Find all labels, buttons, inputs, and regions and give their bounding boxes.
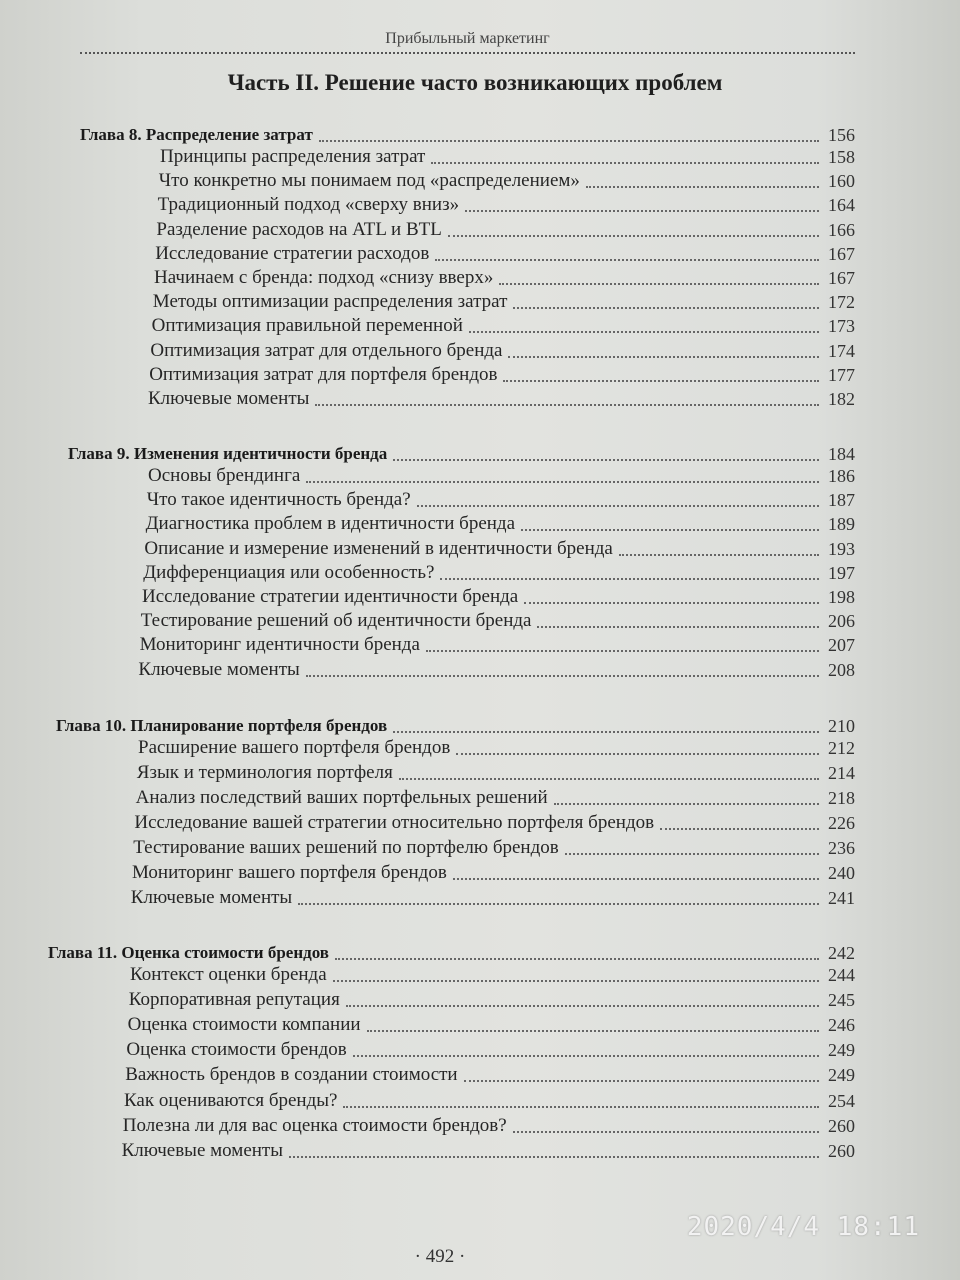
toc-entry bbox=[159, 170, 855, 192]
dot-leader bbox=[521, 529, 819, 531]
toc-entry bbox=[153, 291, 855, 313]
page-number: · 492 · bbox=[414, 1246, 466, 1267]
dot-leader bbox=[353, 1055, 819, 1057]
toc-entry-page: 193 bbox=[827, 538, 855, 559]
dot-leader bbox=[503, 380, 819, 382]
toc-entry bbox=[126, 1039, 855, 1061]
toc-entry-title: Принципы распределения затрат bbox=[160, 146, 426, 167]
toc-entry-page: 240 bbox=[828, 863, 855, 883]
chapter-heading bbox=[80, 124, 855, 146]
toc-entry bbox=[156, 219, 855, 241]
toc-entry-page: 186 bbox=[828, 466, 855, 486]
dot-leader bbox=[393, 459, 819, 461]
toc-entry-title: Корпоративная репутация bbox=[128, 989, 340, 1011]
toc-entry bbox=[138, 659, 855, 681]
toc-entry bbox=[144, 538, 855, 560]
toc-entry bbox=[123, 1115, 855, 1137]
toc-entry bbox=[134, 812, 855, 834]
toc-entry bbox=[132, 862, 855, 884]
dot-leader bbox=[513, 307, 819, 309]
toc-entry-title: Контекст оценки бренда bbox=[130, 964, 327, 985]
toc-entry bbox=[160, 146, 855, 168]
toc-entry-page: 241 bbox=[827, 888, 855, 908]
toc-entry bbox=[147, 489, 855, 511]
toc-entry-page: 160 bbox=[827, 171, 855, 192]
toc-entry bbox=[133, 837, 855, 859]
toc-entry-page: 166 bbox=[827, 219, 855, 240]
toc-entry-page: 164 bbox=[827, 195, 855, 216]
dot-leader bbox=[315, 404, 819, 406]
toc-entry-page: 187 bbox=[827, 490, 855, 511]
toc-entry bbox=[154, 267, 855, 289]
toc-entry-title: Язык и терминология портфеля bbox=[136, 762, 393, 783]
dot-leader bbox=[464, 1080, 819, 1082]
toc-entry-title: Начинаем с бренда: подход «снизу вверх» bbox=[154, 267, 494, 288]
toc-entry-title: Мониторинг идентичности бренда bbox=[139, 634, 420, 656]
toc-entry bbox=[128, 1014, 855, 1036]
chapter-heading-title: Глава 8. Распределение затрат bbox=[80, 125, 313, 144]
toc-entry-title: Исследование стратегии расходов bbox=[155, 242, 430, 264]
dot-leader bbox=[619, 554, 819, 556]
toc-entry-title: Методы оптимизации распределения затрат bbox=[152, 291, 508, 313]
toc-entry-title: Мониторинг вашего портфеля брендов bbox=[132, 862, 447, 883]
dot-leader bbox=[335, 958, 819, 960]
dot-leader bbox=[306, 675, 819, 677]
dot-leader bbox=[508, 356, 819, 358]
toc-entry-page: 254 bbox=[828, 1090, 855, 1111]
toc-entry-page: 246 bbox=[827, 1015, 855, 1036]
toc-entry-title: Оценка стоимости брендов bbox=[126, 1039, 347, 1061]
toc-entry bbox=[138, 737, 855, 759]
toc-entry-page: 249 bbox=[827, 1065, 855, 1086]
toc-entry-page: 172 bbox=[827, 292, 855, 313]
chapter-heading bbox=[56, 715, 855, 737]
part-title: Часть II. Решение часто возникающих проблем bbox=[227, 70, 723, 95]
dot-leader bbox=[417, 505, 819, 507]
dot-leader bbox=[448, 235, 819, 237]
toc-entry-title: Исследование вашей стратегии относительно портфеля брендов bbox=[134, 812, 655, 833]
dot-leader bbox=[537, 626, 819, 628]
toc-entry-title: Диагностика проблем в идентичности бренда bbox=[145, 513, 516, 535]
dot-leader bbox=[499, 283, 819, 285]
toc-entry bbox=[150, 340, 855, 362]
toc-entry bbox=[124, 1090, 855, 1112]
toc-entry bbox=[149, 364, 855, 386]
dot-leader bbox=[306, 481, 819, 483]
toc-entry-title: Как оцениваются бренды? bbox=[124, 1089, 338, 1111]
toc-entry-page: 214 bbox=[827, 763, 855, 783]
dot-leader bbox=[456, 753, 819, 755]
dot-leader bbox=[554, 803, 819, 805]
toc-entry-page: 206 bbox=[827, 611, 855, 632]
toc-entry bbox=[142, 586, 855, 608]
toc-entry-page: 212 bbox=[828, 738, 855, 758]
dot-leader bbox=[333, 980, 819, 982]
toc-entry bbox=[140, 634, 855, 656]
dot-leader bbox=[343, 1106, 819, 1108]
toc-entry bbox=[141, 610, 855, 632]
dot-leader bbox=[465, 210, 819, 212]
toc-entry-page: 198 bbox=[828, 587, 855, 607]
toc-entry-title: Ключевые моменты bbox=[148, 388, 310, 409]
toc-entry-page: 167 bbox=[828, 268, 855, 288]
toc-entry-title: Тестирование решений об идентичности бренда bbox=[140, 610, 532, 632]
toc-entry-page: 167 bbox=[827, 243, 855, 264]
toc-entry-title: Важность брендов в создании стоимости bbox=[125, 1064, 458, 1086]
toc-entry-title: Расширение вашего портфеля брендов bbox=[138, 737, 451, 758]
toc-entry bbox=[143, 562, 855, 584]
toc-entry-page: 260 bbox=[827, 1115, 855, 1136]
chapter-heading-page: 184 bbox=[828, 444, 855, 464]
toc-entry-title: Что конкретно мы понимаем под «распределением» bbox=[158, 170, 580, 192]
toc-entry-page: 189 bbox=[827, 514, 855, 535]
toc-entry-page: 173 bbox=[827, 316, 855, 337]
toc-entry-title: Оценка стоимости компании bbox=[127, 1014, 361, 1036]
toc-entry-title: Оптимизация правильной переменной bbox=[151, 315, 463, 337]
toc-entry-page: 177 bbox=[827, 364, 855, 385]
toc-entry-title: Ключевые моменты bbox=[121, 1139, 283, 1161]
dot-leader bbox=[524, 602, 819, 604]
dot-leader bbox=[399, 778, 819, 780]
chapter-heading-page: 210 bbox=[828, 716, 855, 736]
toc-entry bbox=[130, 964, 855, 986]
chapter-heading-page: 156 bbox=[828, 125, 855, 145]
running-header: Прибыльный маркетинг bbox=[385, 30, 550, 47]
toc-entry-page: 207 bbox=[827, 635, 855, 656]
toc-entry bbox=[152, 315, 855, 337]
toc-entry-page: 158 bbox=[828, 147, 855, 167]
toc-entry-title: Разделение расходов на ATL и BTL bbox=[156, 218, 442, 240]
toc-entry-title: Оптимизация затрат для отдельного бренда bbox=[150, 339, 503, 361]
dot-leader bbox=[513, 1131, 819, 1133]
dot-leader bbox=[469, 331, 819, 333]
toc-entry-title: Полезна ли для вас оценка стоимости брендов? bbox=[122, 1114, 507, 1136]
dot-leader bbox=[453, 878, 819, 880]
toc-entry-page: 260 bbox=[827, 1140, 855, 1161]
toc-entry bbox=[148, 465, 855, 487]
toc-entry-page: 236 bbox=[827, 838, 855, 858]
dot-leader bbox=[440, 578, 819, 580]
toc-entry bbox=[125, 1064, 855, 1086]
photo-timestamp: 2020/4/4 18:11 bbox=[686, 1212, 920, 1242]
toc-entry-page: 197 bbox=[827, 562, 855, 583]
dot-leader bbox=[431, 162, 819, 164]
chapter-heading-page: 242 bbox=[828, 943, 855, 963]
dot-leader bbox=[435, 259, 819, 261]
toc-entry-title: Ключевые моменты bbox=[130, 887, 293, 908]
toc-entry bbox=[137, 762, 855, 784]
toc-entry-title: Исследование стратегии идентичности бренда bbox=[142, 586, 519, 607]
dot-leader bbox=[393, 731, 819, 733]
chapter-heading-title: Глава 9. Изменения идентичности бренда bbox=[68, 444, 388, 463]
toc-entry bbox=[122, 1140, 855, 1162]
dot-leader bbox=[298, 903, 819, 905]
chapter-heading bbox=[48, 942, 855, 964]
chapter-heading-title: Глава 10. Планирование портфеля брендов bbox=[56, 716, 388, 735]
toc-entry-title: Анализ последствий ваших портфельных решений bbox=[135, 787, 548, 808]
toc-entry-page: 218 bbox=[827, 788, 855, 808]
dot-leader bbox=[367, 1030, 819, 1032]
dot-leader bbox=[565, 853, 819, 855]
dot-leader bbox=[289, 1156, 819, 1158]
toc-entry-page: 174 bbox=[827, 340, 855, 361]
toc-entry-title: Дифференциация или особенность? bbox=[143, 561, 435, 583]
toc-entry-title: Тестирование ваших решений по портфелю брендов bbox=[133, 837, 559, 858]
toc-entry bbox=[146, 513, 855, 535]
chapter-heading-title: Глава 11. Оценка стоимости брендов bbox=[48, 943, 329, 962]
toc-entry bbox=[158, 194, 855, 216]
toc-entry-page: 245 bbox=[827, 990, 855, 1011]
toc-entry bbox=[155, 243, 855, 265]
dot-leader bbox=[319, 140, 819, 142]
dot-leader bbox=[426, 650, 819, 652]
toc-entry-page: 244 bbox=[828, 965, 855, 985]
toc-entry-title: Традиционный подход «сверху вниз» bbox=[157, 194, 460, 216]
toc-entry-title: Основы брендинга bbox=[148, 465, 301, 486]
toc-entry-page: 226 bbox=[827, 813, 855, 833]
toc-entry-title: Ключевые моменты bbox=[138, 658, 300, 680]
toc-entry-page: 208 bbox=[827, 659, 855, 680]
toc-entry-title: Что такое идентичность бренда? bbox=[146, 489, 411, 511]
toc-entry bbox=[131, 887, 855, 909]
dot-leader bbox=[660, 828, 819, 830]
toc-entry bbox=[136, 787, 855, 809]
dot-leader bbox=[346, 1005, 819, 1007]
dot-leader bbox=[586, 186, 819, 188]
toc-entry bbox=[148, 388, 855, 410]
toc-entry-page: 249 bbox=[827, 1040, 855, 1061]
toc-entry-title: Оптимизация затрат для портфеля брендов bbox=[149, 363, 498, 385]
toc-entry-title: Описание и измерение изменений в идентичности бренда bbox=[144, 537, 613, 559]
chapter-heading bbox=[68, 443, 855, 465]
toc-entry-page: 182 bbox=[828, 389, 855, 409]
toc-entry bbox=[129, 989, 855, 1011]
